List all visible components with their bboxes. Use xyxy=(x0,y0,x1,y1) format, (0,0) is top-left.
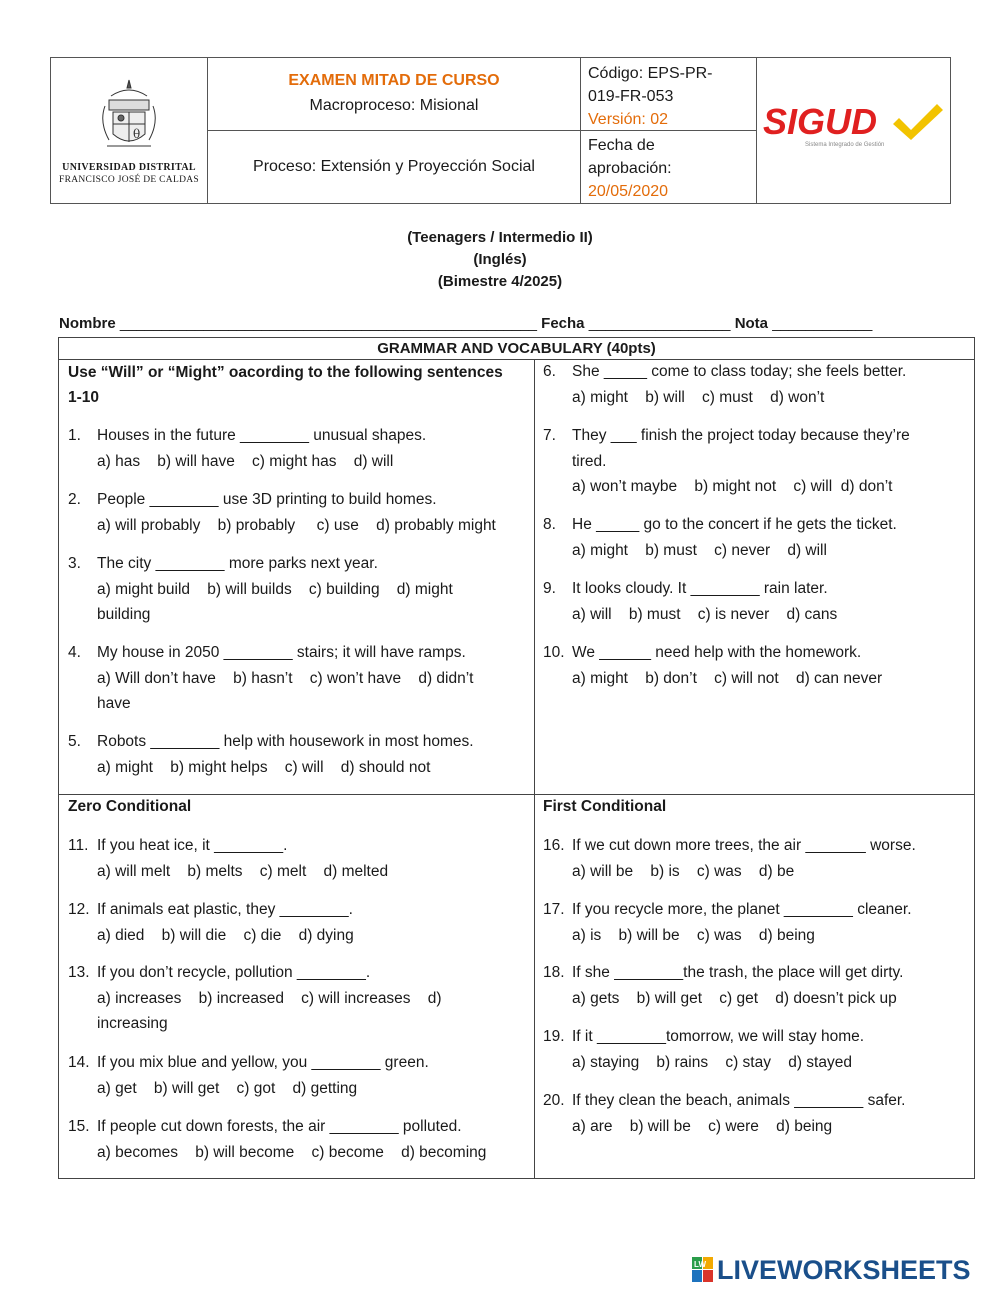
question-text: If people cut down forests, the air ________ polluted. xyxy=(97,1118,462,1135)
first-conditional-title: First Conditional xyxy=(543,798,667,815)
document-code xyxy=(588,62,748,131)
check-icon xyxy=(893,104,943,140)
question-number: 15. xyxy=(68,1118,90,1135)
question-options[interactable]: a) won’t maybe b) might not c) will d) don’t xyxy=(572,478,893,495)
question-number: 16. xyxy=(543,837,565,854)
liveworksheets-wordmark: LIVEWORKSHEETS xyxy=(717,1254,971,1285)
nombre-field[interactable]: __________________________________________________ xyxy=(119,315,537,332)
question-text: If she ________the trash, the place will get dirty. xyxy=(572,964,904,981)
question-number: 8. xyxy=(543,516,556,533)
question-text: Houses in the future ________ unusual shapes. xyxy=(97,427,427,444)
question-options[interactable]: a) will be b) is c) was d) be xyxy=(572,862,795,880)
question-options[interactable]: a) might b) might helps c) will d) should not xyxy=(97,758,431,776)
question-text: Robots ________ help with housework in most homes. xyxy=(97,733,474,750)
version: Versión: 02 xyxy=(588,111,669,128)
fecha-field[interactable]: _________________ xyxy=(588,315,731,332)
zero-conditional-title: Zero Conditional xyxy=(68,798,192,815)
question-number: 18. xyxy=(543,964,565,981)
question-4 xyxy=(68,640,528,717)
question-2 xyxy=(68,487,528,538)
question-options[interactable]: a) might b) will c) must d) won’t xyxy=(572,388,825,406)
question-17 xyxy=(543,897,968,948)
codigo-line2: 019-FR-053 xyxy=(588,88,674,105)
sigud-logo-text: SIGUD xyxy=(763,101,878,142)
section-heading: GRAMMAR AND VOCABULARY (40pts) xyxy=(377,340,656,357)
question-text: If animals eat plastic, they ________. xyxy=(97,901,353,918)
codigo-line1: Código: EPS-PR- xyxy=(588,65,713,82)
question-options[interactable]: a) might b) don’t c) will not d) can never xyxy=(572,669,883,687)
nota-label: Nota xyxy=(734,315,769,332)
question-options-cont[interactable]: increasing xyxy=(97,1015,168,1032)
proceso: Proceso: Extensión y Proyección Social xyxy=(253,158,535,175)
question-number: 10. xyxy=(543,644,565,661)
university-name-line2: FRANCISCO JOSÉ DE CALDAS xyxy=(59,174,199,185)
question-text: He _____ go to the concert if he gets the ticket. xyxy=(572,516,897,533)
question-18 xyxy=(543,960,968,1011)
question-options-cont[interactable]: building xyxy=(97,606,151,623)
question-text: If they clean the beach, animals ________ safer. xyxy=(572,1092,906,1109)
question-number: 12. xyxy=(68,901,90,918)
fecha-line1: Fecha de xyxy=(588,137,655,154)
question-text: If you recycle more, the planet ________ cleaner. xyxy=(572,901,912,918)
question-10 xyxy=(543,640,968,691)
question-number: 20. xyxy=(543,1092,565,1109)
question-options[interactable]: a) will probably b) probably c) use d) probably might xyxy=(97,516,496,534)
question-number: 5. xyxy=(68,733,81,750)
question-text: My house in 2050 ________ stairs; it will have ramps. xyxy=(97,644,466,661)
question-options[interactable]: a) is b) will be c) was d) being xyxy=(572,926,815,944)
macroproceso: Macroproceso: Misional xyxy=(309,97,479,114)
question-text: The city ________ more parks next year. xyxy=(97,555,378,572)
liveworksheets-logo[interactable] xyxy=(692,1255,971,1285)
question-options[interactable]: a) might build b) will builds c) building d) might xyxy=(97,580,453,598)
question-5 xyxy=(68,729,528,780)
fecha-value: 20/05/2020 xyxy=(588,183,669,200)
question-number: 6. xyxy=(543,363,556,380)
university-logo xyxy=(51,58,207,203)
question-options[interactable]: a) becomes b) will become c) become d) becoming xyxy=(97,1143,487,1161)
sigud-tagline: Sistema Integrado de Gestión xyxy=(805,142,885,148)
level-title: (Teenagers / Intermedio II) xyxy=(407,229,593,246)
question-number: 7. xyxy=(543,427,556,444)
student-info-line xyxy=(59,315,959,332)
question-12 xyxy=(68,897,528,948)
question-options[interactable]: a) died b) will die c) die d) dying xyxy=(97,926,354,944)
nota-field[interactable]: ____________ xyxy=(772,315,873,332)
university-crest-icon xyxy=(97,76,161,156)
question-15 xyxy=(68,1114,528,1165)
question-13 xyxy=(68,960,528,1037)
question-text: If you don’t recycle, pollution ________. xyxy=(97,964,371,981)
question-options[interactable]: a) increases b) increased c) will increases d) xyxy=(97,989,442,1007)
question-7 xyxy=(543,423,968,500)
fecha-label: Fecha xyxy=(541,315,585,332)
question-number: 19. xyxy=(543,1028,565,1045)
question-3 xyxy=(68,551,528,628)
liveworksheets-badge-icon xyxy=(692,1257,714,1283)
question-text: If we cut down more trees, the air _______ worse. xyxy=(572,837,916,854)
question-text: If you heat ice, it ________. xyxy=(97,837,288,854)
question-11 xyxy=(68,833,528,884)
question-text-cont: tired. xyxy=(572,452,607,470)
question-number: 2. xyxy=(68,491,81,508)
exam-questions-table xyxy=(58,337,975,1179)
language-title: (Inglés) xyxy=(473,251,527,268)
question-19 xyxy=(543,1024,968,1075)
part1-instructions xyxy=(68,360,528,410)
question-options-cont[interactable]: have xyxy=(97,695,131,712)
document-header-table xyxy=(50,57,951,204)
question-text: They ___ finish the project today because they’re xyxy=(572,427,910,444)
term-title: (Bimestre 4/2025) xyxy=(437,273,563,290)
sigud-logo xyxy=(761,100,946,150)
part1-instructions-line2: 1-10 xyxy=(68,389,100,406)
fecha-line2: aprobación: xyxy=(588,160,672,177)
question-8 xyxy=(543,512,968,563)
question-text: She _____ come to class today; she feels better. xyxy=(572,363,907,380)
question-number: 13. xyxy=(68,964,90,981)
svg-text:θ: θ xyxy=(133,126,141,141)
nombre-label: Nombre xyxy=(59,315,116,332)
question-number: 14. xyxy=(68,1054,90,1071)
question-text: People ________ use 3D printing to build homes. xyxy=(97,491,437,508)
question-text: It looks cloudy. It ________ rain later. xyxy=(572,580,828,597)
question-options[interactable]: a) staying b) rains c) stay d) stayed xyxy=(572,1053,852,1071)
question-14 xyxy=(68,1050,528,1101)
question-options[interactable]: a) has b) will have c) might has d) will xyxy=(97,452,394,470)
question-options[interactable]: a) gets b) will get c) get d) doesn’t pick up xyxy=(572,989,897,1007)
question-text: If it ________tomorrow, we will stay home. xyxy=(572,1028,865,1045)
question-options[interactable]: a) will b) must c) is never d) cans xyxy=(572,605,838,623)
question-1 xyxy=(68,423,528,474)
approval-date xyxy=(588,134,748,203)
part1-instructions-line1: Use “Will” or “Might” oacording to the following sentences xyxy=(68,364,503,381)
question-16 xyxy=(543,833,968,884)
question-number: 9. xyxy=(543,580,556,597)
question-number: 17. xyxy=(543,901,565,918)
question-20 xyxy=(543,1088,968,1139)
university-name xyxy=(59,162,199,186)
exam-title: EXAMEN MITAD DE CURSO xyxy=(288,72,500,89)
liveworksheets-badge-letters: LW xyxy=(694,1260,706,1269)
question-options[interactable]: a) are b) will be c) were d) being xyxy=(572,1117,833,1135)
question-9 xyxy=(543,576,968,627)
university-name-line1: UNIVERSIDAD DISTRITAL xyxy=(62,161,196,173)
question-number: 11. xyxy=(68,837,89,854)
question-number: 1. xyxy=(68,427,81,444)
question-options[interactable]: a) might b) must c) never d) will xyxy=(572,541,827,559)
question-number: 4. xyxy=(68,644,81,661)
question-6 xyxy=(543,359,968,410)
question-options[interactable]: a) get b) will get c) got d) getting xyxy=(97,1079,358,1097)
question-options[interactable]: a) Will don’t have b) hasn’t c) won’t have d) didn’t xyxy=(97,669,474,687)
question-text: If you mix blue and yellow, you ________ green. xyxy=(97,1054,429,1071)
question-number: 3. xyxy=(68,555,81,572)
question-options[interactable]: a) will melt b) melts c) melt d) melted xyxy=(97,862,389,880)
question-text: We ______ need help with the homework. xyxy=(572,644,862,661)
